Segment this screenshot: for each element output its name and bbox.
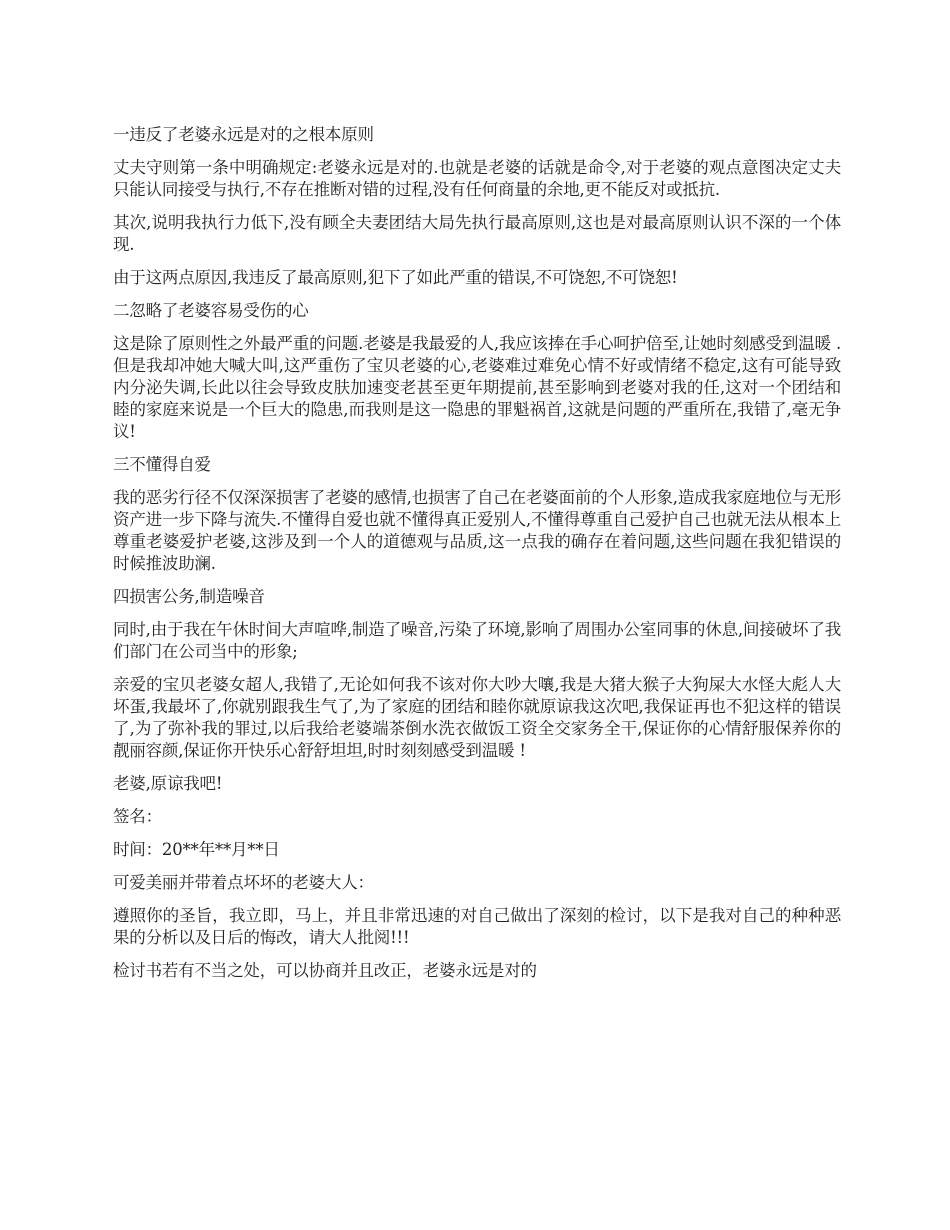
document-page	[113, 124, 841, 993]
date-line: 时间：20**年**月**日	[113, 840, 280, 859]
paragraph-3: 由于这两点原因,我违反了最高原则,犯下了如此严重的错误,不可饶恕,不可饶恕!	[113, 268, 678, 287]
signature-line: 签名：	[113, 807, 162, 826]
section-heading-3: 三不懂得自爱	[113, 455, 211, 474]
section-heading-4: 四损害公务,制造噪音	[113, 587, 265, 606]
paragraph-9: 遵照你的圣旨，我立即，马上，并且非常迅速的对自己做出了深刻的检讨，以下是我对自己的种种恶果的分析以及日后的悔改，请大人批阅!!!	[113, 906, 841, 947]
paragraph-6: 同时,由于我在午休时间大声喧哗,制造了噪音,污染了环境,影响了周围办公室同事的休息,间接破坏了我们部门在公司当中的形象;	[113, 620, 841, 661]
salutation: 可爱美丽并带着点坏坏的老婆大人：	[113, 873, 374, 892]
paragraph-4: 这是除了原则性之外最严重的问题.老婆是我最爱的人,我应该捧在手心呵护倍至,让她时刻感受到温暖 .但是我却冲她大喊大叫,这严重伤了宝贝老婆的心,老婆难过难免心情不好或情绪不稳定,这有可能导致内分泌失调,长此以往会导致皮肤加速变老甚至更年期提前,甚至影响到老婆对我的任,这对一个团结和睦的家庭来说是一个巨大的隐患,而我则是这一隐患的罪魁祸首,这就是问题的严重所在,我错了,毫无争议!	[113, 334, 841, 441]
section-heading-2: 二忽略了老婆容易受伤的心	[113, 301, 309, 320]
paragraph-7: 亲爱的宝贝老婆女超人,我错了,无论如何我不该对你大吵大嚷,我是大猪大猴子大狗屎大水怪大彪人大坏蛋,我最坏了,你就别跟我生气了,为了家庭的团结和睦你就原谅我这次吧,我保证再也不犯这样的错误了,为了弥补我的罪过,以后我给老婆端茶倒水洗衣做饭工资全交家务全干,保证你的心情舒服保养你的靓丽容颜,保证你开快乐心舒舒坦坦,时时刻刻感受到温暖 !	[113, 675, 841, 760]
paragraph-5: 我的恶劣行径不仅深深损害了老婆的感情,也损害了自己在老婆面前的个人形象,造成我家庭地位与无形资产进一步下降与流失.不懂得自爱也就不懂得真正爱别人,不懂得尊重自己爱护自己也就无法从根本上尊重老婆爱护老婆,这涉及到一个人的道德观与品质,这一点我的确存在着问题,这些问题在我犯错误的时候推波助澜.	[113, 488, 841, 573]
paragraph-10: 检讨书若有不当之处，可以协商并且改正，老婆永远是对的	[113, 961, 537, 980]
paragraph-2: 其次,说明我执行力低下,没有顾全夫妻团结大局先执行最高原则,这也是对最高原则认识不深的一个体现.	[113, 213, 841, 254]
paragraph-1: 丈夫守则第一条中明确规定:老婆永远是对的.也就是老婆的话就是命令,对于老婆的观点意图决定丈夫只能认同接受与执行,不存在推断对错的过程,没有任何商量的余地,更不能反对或抵抗.	[113, 158, 841, 199]
paragraph-8: 老婆,原谅我吧!	[113, 774, 223, 793]
section-heading-1: 一违反了老婆永远是对的之根本原则	[113, 125, 374, 144]
